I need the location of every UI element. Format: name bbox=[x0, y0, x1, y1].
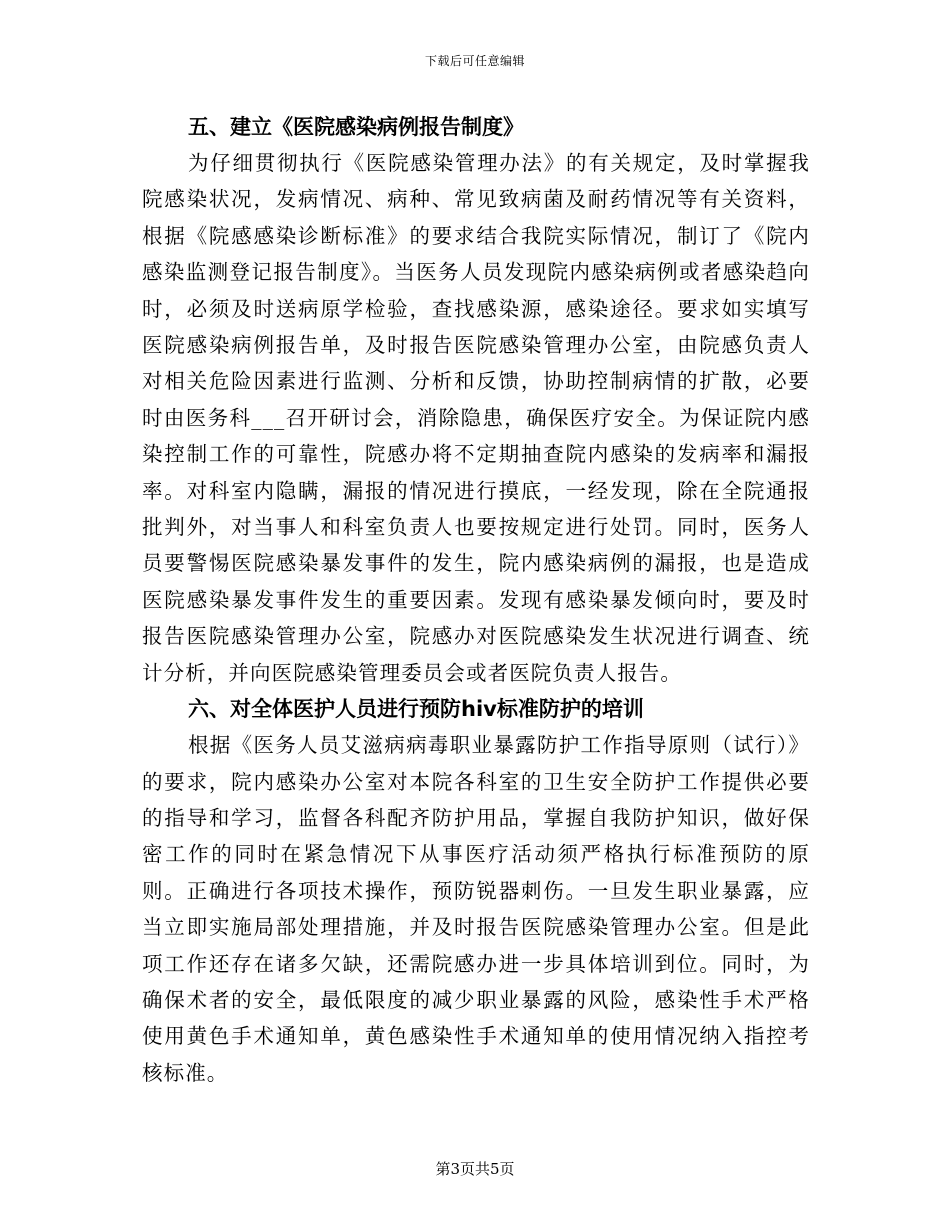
page-footer-number: 第3页共5页 bbox=[435, 1160, 515, 1178]
section-heading: 五、建立《医院感染病例报告制度》 bbox=[188, 115, 524, 139]
section-paragraph: 为仔细贯彻执行《医院感染管理办法》的有关规定，及时掌握我院感染状况，发病情况、病种、常见致病菌及耐药情况等有关资料，根据《院感感染诊断标准》的要求结合我院实际情况，制订了《院内感染监测登记报告制度》。当医务人员发现院内感染病例或者感染趋向时，必须及时送病原学检验，查找感染源，感染途径。要求如实填写医院感染病例报告单，及时报告医院感染管理办公室，由院感负责人对相关危险因素进行监测、分析和反馈，协助控制病情的扩散，必要时由医务科___召开研讨会，消除隐患，确保医疗安全。为保证院内感染控制工作的可靠性，院感办将不定期抽查院内感染的发病率和漏报率。对科室内隐瞒，漏报的情况进行摸底，一经发现，除在全院通报批判外，对当事人和科室负责人也要按规定进行处罚。同时，医务人员要警惕医院感染暴发事件的发生，院内感染病例的漏报，也是造成医院感染暴发事件发生的重要因素。发现有感染暴发倾向时，要及时报告医院感染管理办公室，院感办对医院感染发生状况进行调查、统计分析，并向医院感染管理委员会或者医院负责人报告。 bbox=[142, 151, 810, 685]
section-6 bbox=[142, 691, 810, 1091]
section-heading: 六、对全体医护人员进行预防hiv标准防护的培训 bbox=[188, 697, 644, 722]
section-paragraph: 根据《医务人员艾滋病病毒职业暴露防护工作指导原则（试行）》的要求，院内感染办公室对本院各科室的卫生安全防护工作提供必要的指导和学习，监督各科配齐防护用品，掌握自我防护知识，做好保密工作的同时在紧急情况下从事医疗活动须严格执行标准预防的原则。正确进行各项技术操作，预防锐器刺伤。一旦发生职业暴露，应当立即实施局部处理措施，并及时报告医院感染管理办公室。但是此项工作还存在诸多欠缺，还需院感办进一步具体培训到位。同时，为确保术者的安全，最低限度的减少职业暴露的风险，感染性手术严格使用黄色手术通知单，黄色感染性手术通知单的使用情况纳入指控考核标准。 bbox=[142, 733, 810, 1085]
section-5 bbox=[142, 109, 810, 691]
page-header-note: 下载后可任意编辑 bbox=[424, 54, 525, 68]
document-body bbox=[142, 109, 810, 1091]
